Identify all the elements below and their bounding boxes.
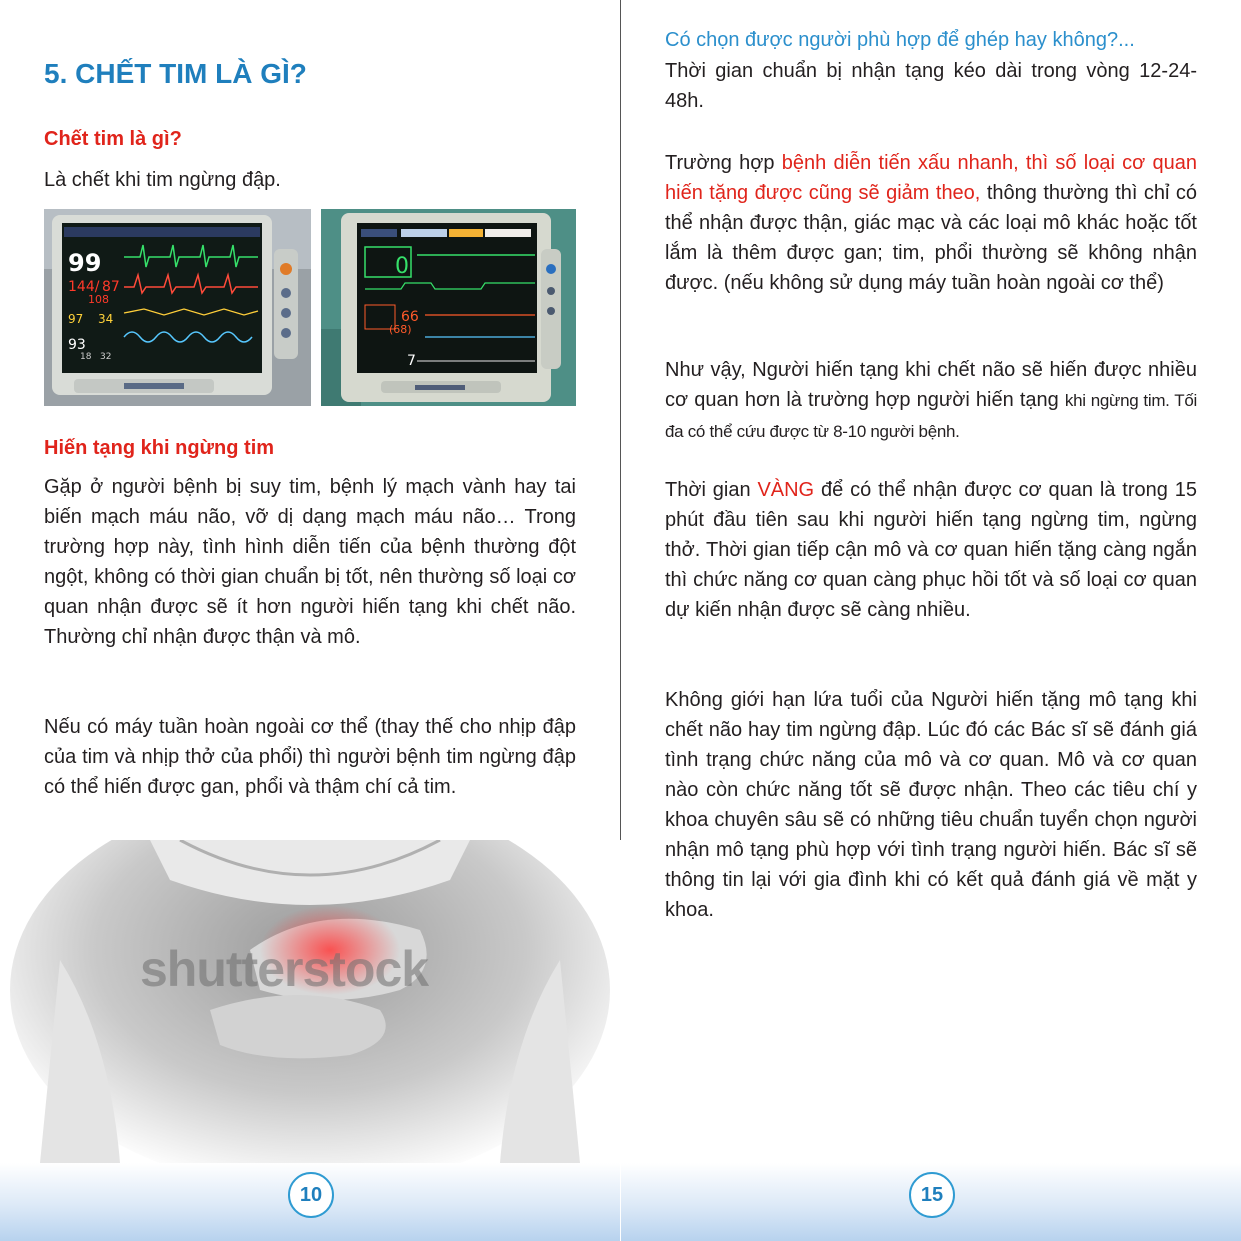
page-number-left: 10 bbox=[288, 1172, 334, 1218]
shutterstock-watermark: shutterstock bbox=[140, 941, 429, 997]
monitor-photo-1 bbox=[44, 209, 311, 406]
golden-time-post: để có thể nhận được cơ quan là trong 15 phút đầu tiên sau khi người hiến tạng ngừng tim, ngừng thở. Thời gian tiếp cận mô và cơ quan hiến tặng càng ngắn thì chức năng cơ quan càng phục hồi tốt và số loại cơ quan dự kiến nhận được sẽ càng nhiều. bbox=[665, 479, 1197, 621]
monitor-2-image bbox=[321, 209, 576, 406]
chest-pain-photo bbox=[0, 840, 620, 1163]
golden-time-text bbox=[665, 475, 1197, 625]
monitor-1-v1: 144/ bbox=[68, 279, 100, 295]
monitor-1-v4: 97 bbox=[68, 312, 84, 326]
monitor-1-v2: 87 bbox=[102, 279, 120, 295]
rapid-progression-pre: Trường hợp bbox=[665, 152, 782, 174]
monitor-1-v3: 108 bbox=[88, 293, 109, 306]
monitor-1-v6: 93 bbox=[68, 337, 86, 353]
monitor-1-hr: 99 bbox=[68, 249, 102, 277]
definition-text: Là chết khi tim ngừng đập. bbox=[44, 169, 281, 191]
cardiac-arrest-donation-text: Gặp ở người bệnh bị suy tim, bệnh lý mạch vành hay tai biến mạch máu não, vỡ dị dạng mạch máu não… Trong trường hợp này, tình hình diễn tiến của bệnh thường đột ngột, không có thời gian chuẩn bị tốt, nên thường số loại cơ quan nhận được sẽ ít hơn người hiến tạng khi chết não. Thường chỉ nhận được thận và mô. bbox=[44, 476, 576, 648]
brain-death-comparison-main: Như vậy, Người hiến tạng khi chết não sẽ hiến được nhiều cơ quan hơn là trường hợp người hiến tạng bbox=[665, 359, 1197, 411]
brain-death-comparison-text bbox=[665, 355, 1197, 447]
monitor-1-v8: 32 bbox=[100, 352, 112, 362]
chest-pain-image bbox=[0, 840, 620, 1163]
ecmo-text: Nếu có máy tuần hoàn ngoài cơ thể (thay thế cho nhịp đập của tim và nhịp thở của phổi) thì người bệnh tim ngừng đập có thể hiến được gan, phổi và thậm chí cả tim. bbox=[44, 716, 576, 798]
matching-question: Có chọn được người phù hợp để ghép hay không?... bbox=[665, 29, 1135, 51]
left-page bbox=[0, 0, 620, 1241]
monitor-1-v7: 18 bbox=[80, 352, 92, 362]
subheading-donation-after-cardiac-arrest: Hiến tạng khi ngừng tim bbox=[44, 437, 275, 459]
age-limit-text: Không giới hạn lứa tuổi của Người hiến tặng mô tạng khi chết não hay tim ngừng đập. Lúc đó các Bác sĩ sẽ đánh giá tình trạng chức năng của mô và cơ quan. Mô và cơ quan nào còn chức năng tốt sẽ được nhận. Theo các tiêu chí y khoa chuyên sâu sẽ có những tiêu chuẩn tuyển chọn người nhận mô tạng phù hợp với tình trạng người hiến. Bác sĩ sẽ thông tin lại với gia đình khi có kết quả đánh giá về mặt y khoa. bbox=[665, 689, 1197, 921]
rapid-progression-post: thông thường thì chỉ có thể nhận được thận, giác mạc và các loại mô khác hoặc tốt lắm là thêm được gan; tim, phổi thường sẽ không nhận được. (nếu không sử dụng máy tuần hoàn ngoài cơ thể) bbox=[665, 182, 1198, 294]
subheading-what-is-cardiac-death: Chết tim là gì? bbox=[44, 128, 182, 150]
monitor-1-v5: 34 bbox=[98, 312, 114, 326]
monitor-2-hr: 0 bbox=[395, 254, 409, 279]
right-page bbox=[621, 0, 1241, 1241]
rapid-progression-highlight: bệnh diễn tiến xấu nhanh, thì số loại cơ quan hiến tặng được cũng sẽ giảm theo, bbox=[665, 152, 1197, 204]
golden-time-pre: Thời gian bbox=[665, 479, 758, 501]
rapid-progression-text bbox=[665, 148, 1197, 298]
brain-death-comparison-small: khi ngừng tim. Tối đa có thể cứu được từ 8-10 người bệnh. bbox=[665, 391, 1197, 441]
monitor-2-v3: 7 bbox=[407, 353, 416, 369]
page-number-right: 15 bbox=[909, 1172, 955, 1218]
section-heading: 5. CHẾT TIM LÀ GÌ? bbox=[44, 58, 307, 89]
monitor-2-v1: 66 bbox=[401, 309, 419, 325]
monitor-2-v2: (68) bbox=[389, 323, 412, 336]
golden-time-highlight: VÀNG bbox=[757, 479, 815, 501]
monitor-photo-2 bbox=[321, 209, 576, 406]
monitor-1-image bbox=[44, 209, 311, 406]
prep-time-text: Thời gian chuẩn bị nhận tạng kéo dài trong vòng 12-24-48h. bbox=[665, 60, 1197, 112]
